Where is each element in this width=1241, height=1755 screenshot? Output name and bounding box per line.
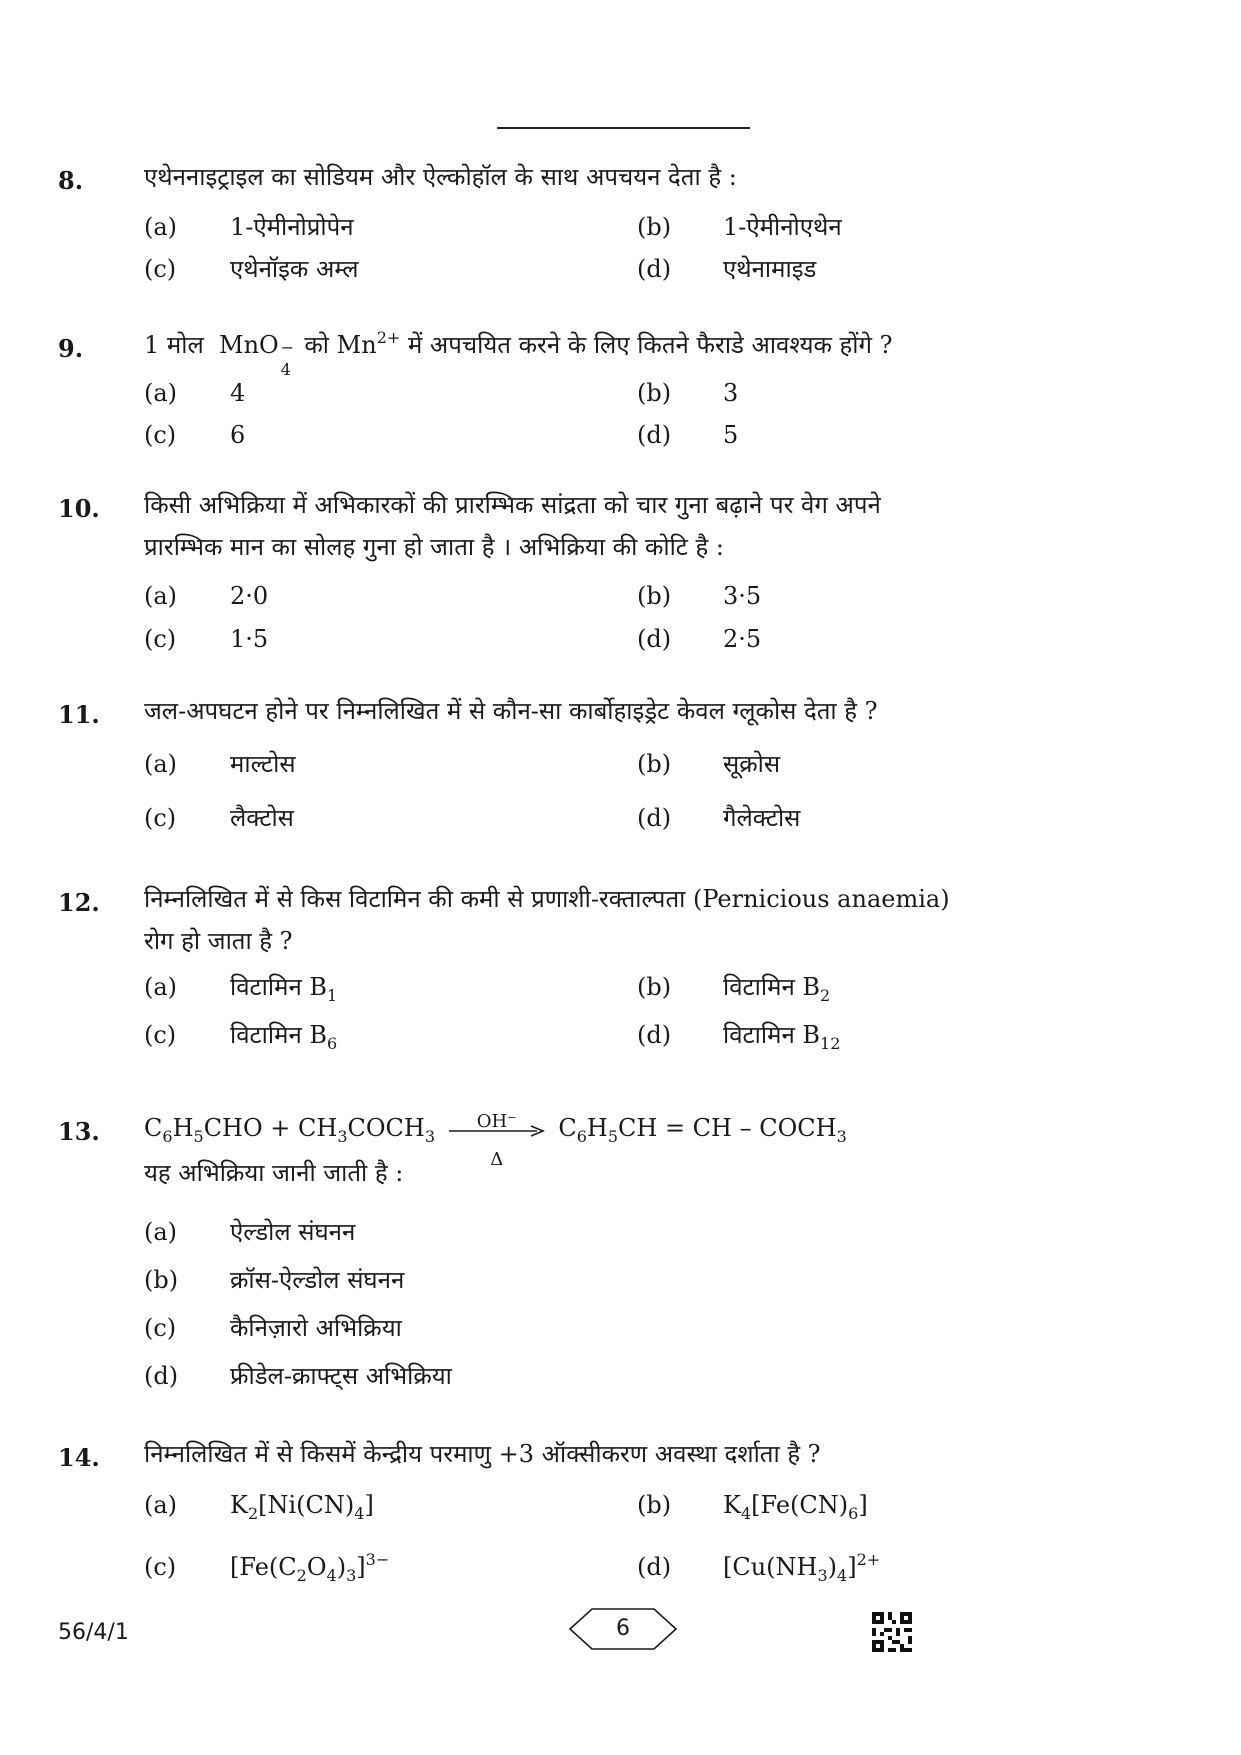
arrow-icon [449, 1125, 545, 1137]
qr-code-icon [872, 1612, 912, 1652]
option-11b: (b) सूक्रोस [637, 750, 781, 778]
option-8d: (d) एथेनामाइड [637, 255, 817, 283]
question-text: जल-अपघटन होने पर निम्नलिखित में से कौन-सा कार्बोहाइड्रेट केवल ग्लूकोस देता है ? [144, 697, 878, 725]
option-13b: (b) क्रॉस-ऐल्डोल संघनन [144, 1266, 405, 1294]
option-9c: (c) 6 [144, 421, 246, 449]
top-divider [497, 127, 750, 129]
question-text: किसी अभिक्रिया में अभिकारकों की प्रारम्भिक सांद्रता को चार गुना बढ़ाने पर वेग अपने प्रारम्भिक मान का सोलह गुना हो जाता है । अभिक्रिया की कोटि है : [144, 491, 881, 561]
option-12a: (a) विटामिन $B_1$ [144, 973, 338, 1005]
page-number: 6 [616, 1616, 630, 1641]
option-11a: (a) माल्टोस [144, 750, 296, 778]
option-9a: (a) 4 [144, 379, 246, 407]
option-9b: (b) 3 [637, 379, 739, 407]
option-14d: (d) $[Cu(NH_3)_4]^{2+}$ [637, 1550, 881, 1585]
option-8c: (c) एथेनॉइक अम्ल [144, 255, 359, 283]
question-text: एथेननाइट्राइल का सोडियम और ऐल्कोहॉल के साथ अपचयन देता है : [144, 163, 737, 191]
question-number: 12. [58, 888, 100, 917]
option-8a: (a) 1-ऐमीनोप्रोपेन [144, 213, 354, 241]
option-10b: (b) 3·5 [637, 582, 762, 610]
option-14b: (b) $K_4[Fe(CN)_6]$ [637, 1491, 868, 1523]
option-13c: (c) कैनिज़ारो अभिक्रिया [144, 1314, 402, 1342]
option-13a: (a) ऐल्डोल संघनन [144, 1218, 356, 1246]
reaction-arrow: OH⁻ Δ [449, 1115, 545, 1145]
question-number: 13. [58, 1117, 100, 1146]
question-text: यह अभिक्रिया जानी जाती है : [144, 1159, 404, 1187]
option-11d: (d) गैलेक्टोस [637, 804, 801, 832]
question-text: 1 मोल MnO − 4 को $Mn^{2+}$ में अपचयित करने के लिए कितने फैराडे आवश्यक होंगे ? [144, 328, 893, 379]
paper-code: 56/4/1 [58, 1620, 129, 1645]
question-number: 9. [58, 334, 84, 363]
option-10a: (a) 2·0 [144, 582, 269, 610]
option-14c: (c) $[Fe(C_2O_4)_3]^{3-}$ [144, 1550, 390, 1585]
question-number: 14. [58, 1443, 100, 1472]
formula-mno4: MnO − 4 [219, 331, 295, 379]
option-9d: (d) 5 [637, 421, 739, 449]
question-number: 10. [58, 494, 100, 523]
option-13d: (d) फ्रीडेल-क्राफ्ट्स अभिक्रिया [144, 1362, 452, 1390]
option-10c: (c) 1·5 [144, 625, 269, 653]
question-number: 11. [58, 700, 100, 729]
formula-mn2: $Mn^{2+}$ [336, 328, 401, 359]
question-number: 8. [58, 166, 84, 195]
option-10d: (d) 2·5 [637, 625, 762, 653]
option-8b: (b) 1-ऐमीनोएथेन [637, 213, 842, 241]
option-14a: (a) $K_2[Ni(CN)_4]$ [144, 1491, 374, 1523]
question-text: निम्नलिखित में से किसमें केन्द्रीय परमाणु +3 ऑक्सीकरण अवस्था दर्शाता है ? [144, 1440, 821, 1468]
option-12c: (c) विटामिन $B_6$ [144, 1021, 338, 1053]
option-12b: (b) विटामिन $B_2$ [637, 973, 831, 1005]
option-12d: (d) विटामिन $B_{12}$ [637, 1021, 841, 1053]
option-11c: (c) लैक्टोस [144, 804, 294, 832]
reaction-equation: $C_6H_5CHO$ + $CH_3COCH_3$ OH⁻ Δ $C_6H_5CH$ = CH – $COCH_3$ [144, 1110, 847, 1170]
question-text: निम्नलिखित में से किस विटामिन की कमी से प्रणाशी-रक्ताल्पता (Pernicious anaemia) रोग हो जाता है ? [144, 885, 950, 955]
